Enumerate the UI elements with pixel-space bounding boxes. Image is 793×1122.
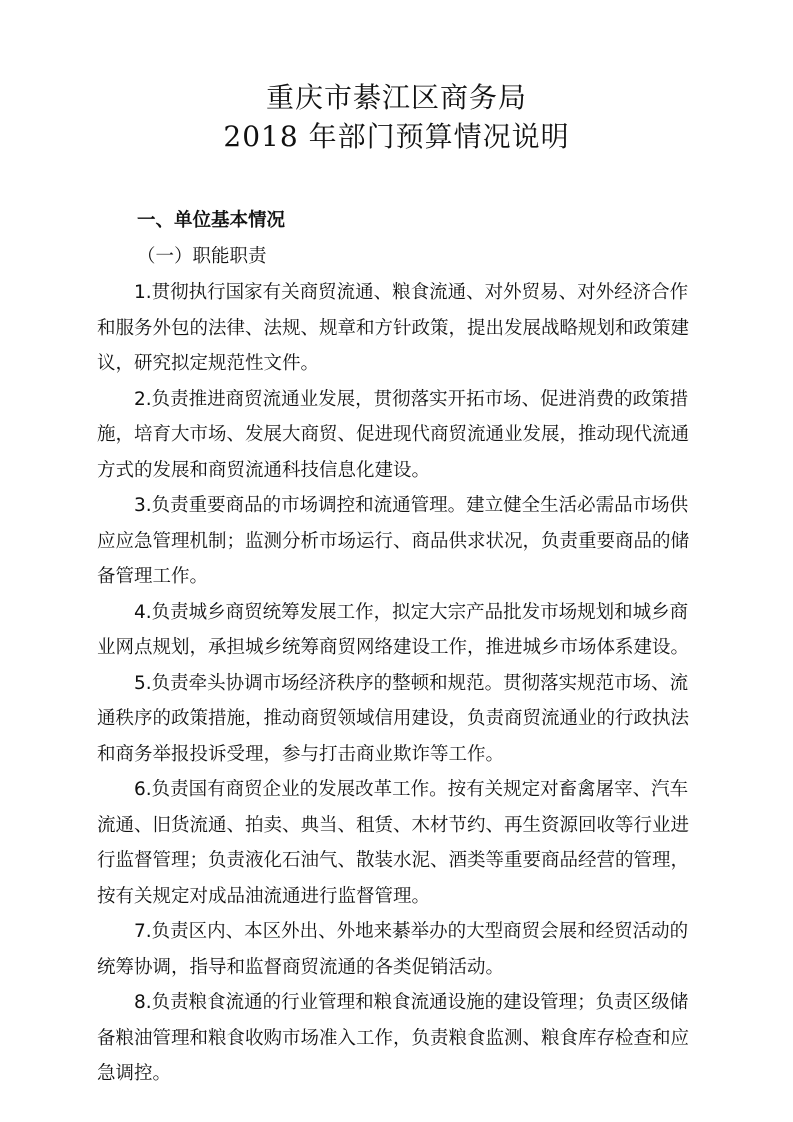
- paragraph-line: 行监督管理；负责液化石油气、散装水泥、酒类等重要商品经营的管理，: [97, 850, 690, 871]
- paragraph-line: 统筹协调，指导和监督商贸流通的各类促销活动。: [97, 956, 505, 978]
- paragraph-line: 4.负责城乡商贸统筹发展工作，拟定大宗产品批发市场规划和城乡商: [134, 601, 689, 623]
- paragraph-line: 议，研究拟定规范性文件。: [97, 353, 320, 374]
- paragraph-line: 按有关规定对成品油流通进行监督管理。: [97, 885, 431, 907]
- paragraph-line: 通秩序的政策措施，推动商贸领域信用建设，负责商贸流通业的行政执法: [97, 708, 690, 729]
- paragraph-line: 急调控。: [97, 1063, 172, 1084]
- paragraph-line: 方式的发展和商贸流通科技信息化建设。: [97, 459, 431, 481]
- paragraph-line: 和服务外包的法律、法规、规章和方针政策，提出发展战略规划和政策建: [97, 317, 690, 339]
- paragraph-4: [97, 595, 702, 666]
- paragraph-line: 8.负责粮食流通的行业管理和粮食流通设施的建设管理；负责区级储: [134, 992, 689, 1013]
- paragraph-line: 备管理工作。: [97, 566, 209, 587]
- section-heading: 一、单位基本情况: [137, 210, 286, 231]
- paragraph-line: 7.负责区内、本区外出、外地来綦举办的大型商贸会展和经贸活动的: [134, 921, 689, 942]
- paragraph-8: [97, 985, 702, 1092]
- paragraph-line: 5.负责牵头协调市场经济秩序的整顿和规范。贯彻落实规范市场、流: [134, 672, 689, 694]
- paragraph-line: 2.负责推进商贸流通业发展，贯彻落实开拓市场、促进消费的政策措: [134, 388, 689, 410]
- paragraph-line: 备粮油管理和粮食收购市场准入工作，负责粮食监测、粮食库存检查和应: [97, 1027, 690, 1049]
- paragraph-line: 业网点规划，承担城乡统筹商贸网络建设工作，推进城乡市场体系建设。: [97, 637, 690, 658]
- paragraph-line: 流通、旧货流通、拍卖、典当、租赁、木材节约、再生资源回收等行业进: [97, 814, 690, 836]
- document-body: [97, 203, 702, 1092]
- paragraph-3: [97, 488, 702, 595]
- paragraph-line: 和商务举报投诉受理，参与打击商业欺诈等工作。: [97, 743, 505, 765]
- paragraph-line: 3.负责重要商品的市场调控和流通管理。建立健全生活必需品市场供: [134, 495, 689, 516]
- paragraph-line: 6.负责国有商贸企业的发展改革工作。按有关规定对畜禽屠宰、汽车: [134, 779, 689, 800]
- document-title-line-1: 重庆市綦江区商务局: [265, 81, 527, 114]
- subsection-heading: （一）职能职责: [137, 246, 267, 267]
- paragraph-line: 应应急管理机制；监测分析市场运行、商品供求状况，负责重要商品的储: [97, 530, 690, 552]
- paragraph-5: [97, 666, 702, 773]
- paragraph-1: [97, 275, 702, 382]
- paragraph-2: [97, 382, 702, 489]
- paragraph-line: 施，培育大市场、发展大商贸、促进现代商贸流通业发展，推动现代流通: [97, 424, 690, 445]
- paragraph-6: [97, 772, 702, 914]
- paragraph-line: 1.贯彻执行国家有关商贸流通、粮食流通、对外贸易、对外经济合作: [134, 282, 689, 303]
- paragraph-7: [97, 914, 702, 985]
- document-title-line-2: 2018 年部门预算情况说明: [223, 120, 570, 153]
